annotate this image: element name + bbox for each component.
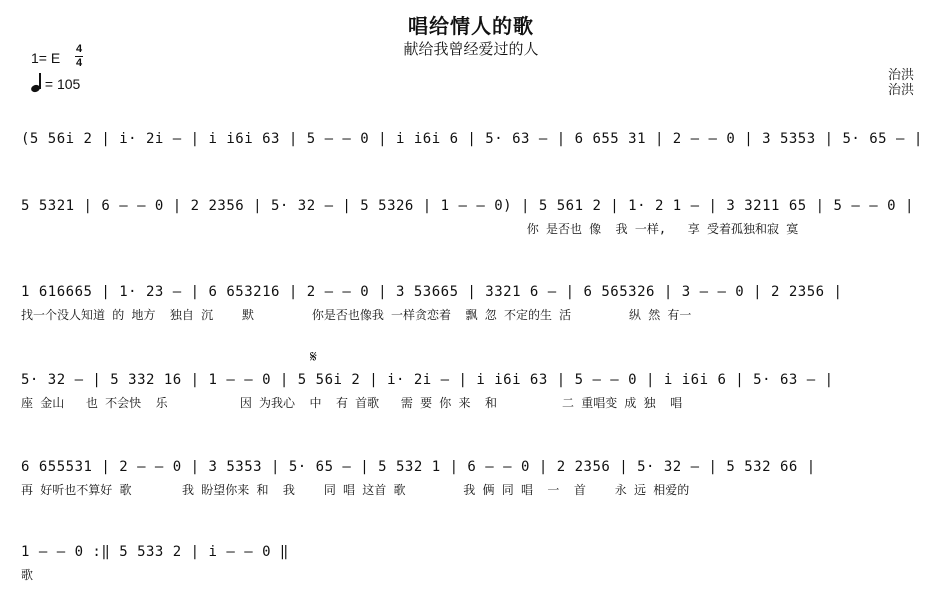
time-numerator: 4: [75, 43, 83, 55]
time-signature: [75, 44, 83, 69]
lyrics-line: 找一个没人知道 的 地方 独自 沉 默 你是否也像我 一样贪恋着 飘 忽 不定的生 活 纵 然 有一: [21, 308, 692, 322]
lyrics-line: 你 是否也 像 我 一样, 享 受着孤独和寂 寞: [21, 222, 799, 236]
composer-credit: 治洪: [888, 67, 915, 82]
lyrics-line: 座 金山 也 不会快 乐 因 为我心 中 有 首歌 需 要 你 来 和 二 重唱变 成 独 唱: [21, 396, 683, 410]
tempo-marking: [31, 76, 80, 92]
quarter-note-icon: [31, 78, 41, 92]
score-row-4: [21, 372, 921, 422]
notation-line: 1 — — 0 :‖ 5 533 2 | i — — 0 ‖: [21, 544, 289, 560]
segno-icon: 𝄋: [310, 349, 317, 366]
tempo-value: = 105: [44, 76, 81, 92]
notation-line: 5· 32 — | 5 332 16 | 1 — — 0 | 5 56i 2 | i· 2i — | i i6i 63 | 5 — — 0 | i i6i 6 | 5· 63 — |: [21, 372, 834, 388]
score-row-2: [21, 198, 921, 248]
song-subtitle: 献给我曾经爱过的人: [403, 41, 539, 58]
lyrics-line: 再 好听也不算好 歌 我 盼望你来 和 我 同 唱 这首 歌 我 俩 同 唱 一 首 永 远 相爱的: [21, 483, 690, 497]
lyricist-credit: 治洪: [888, 82, 915, 97]
score-row-6: [21, 544, 921, 594]
notation-line: 5 5321 | 6 — — 0 | 2 2356 | 5· 32 — | 5 5326 | 1 — — 0) | 5 561 2 | 1· 2 1 — | 3 3211 65 | 5 — — 0 |: [21, 198, 914, 214]
key-signature: 1= E: [31, 50, 61, 66]
score-row-5: [21, 459, 921, 509]
notation-line: 6 655531 | 2 — — 0 | 3 5353 | 5· 65 — | 5 532 1 | 6 — — 0 | 2 2356 | 5· 32 — | 5 532 66 |: [21, 459, 816, 475]
score-row-3: [21, 284, 921, 334]
notation-line: 1 616665 | 1· 23 — | 6 653216 | 2 — — 0 | 3 53665 | 3321 6 — | 6 565326 | 3 — — 0 | 2 2356 |: [21, 284, 843, 300]
score-row-1: [21, 131, 921, 181]
lyrics-line: 歌: [21, 568, 34, 582]
time-denominator: 4: [75, 57, 83, 69]
notation-line: (5 56i 2 | i· 2i — | i i6i 63 | 5 — — 0 | i i6i 6 | 5· 63 — | 6 655 31 | 2 — — 0 | 3 5353 | 5· 65 — |: [21, 131, 923, 147]
song-title: 唱给情人的歌: [408, 16, 534, 38]
